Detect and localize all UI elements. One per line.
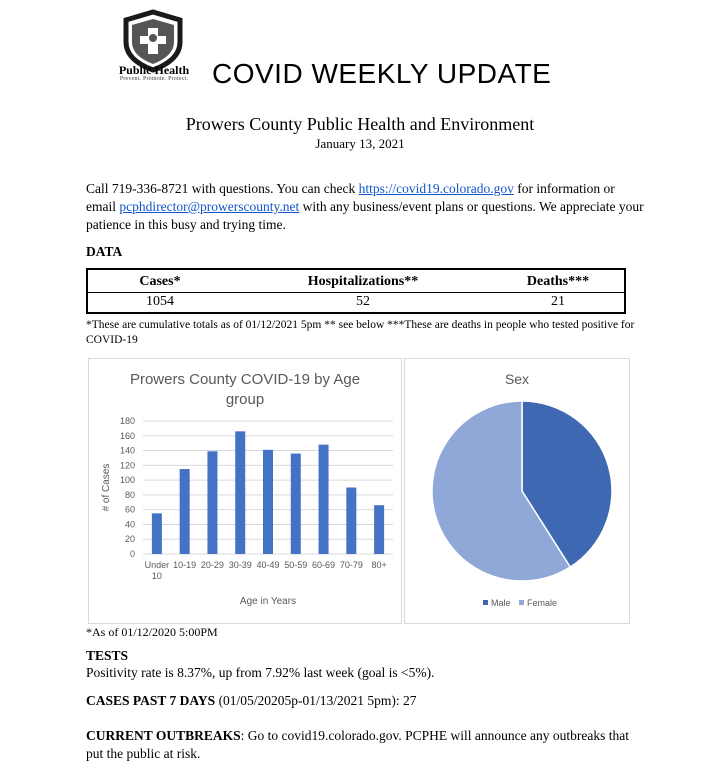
x-tick-label: 40-49 bbox=[256, 560, 280, 570]
cases-past-7-days bbox=[86, 693, 417, 709]
intro-text-3: with any business/event plans or questions. We appreciate your patience in this busy and trying time. bbox=[86, 199, 644, 232]
organization-name: Prowers County Public Health and Environment bbox=[185, 114, 535, 134]
y-tick-label: 180 bbox=[119, 416, 135, 426]
x-tick-label: 80+ bbox=[371, 560, 387, 570]
intro-text-1: Call 719-336-8721 with questions. You can check bbox=[86, 181, 359, 196]
data-heading: DATA bbox=[86, 244, 123, 259]
hospitalizations-column bbox=[268, 272, 458, 312]
legend-label-male: Male bbox=[491, 598, 511, 608]
pie-title: Sex bbox=[504, 371, 530, 387]
y-tick-label: 40 bbox=[124, 519, 135, 530]
x-tick-label: 50-59 bbox=[284, 560, 308, 570]
bar-80- bbox=[374, 505, 384, 554]
report-date: January 13, 2021 bbox=[315, 136, 405, 151]
bar-under-10 bbox=[152, 513, 162, 554]
logo-label: Public Health bbox=[118, 63, 190, 77]
x-tick-label: Under bbox=[144, 560, 170, 570]
age-chart-panel bbox=[88, 358, 402, 624]
x-axis-label: Age in Years bbox=[239, 596, 297, 607]
data-summary-table bbox=[86, 268, 626, 314]
x-tick-label: 20-29 bbox=[200, 560, 224, 570]
as-of-note: *As of 01/12/2020 5:00PM bbox=[86, 625, 218, 639]
director-email-link[interactable]: pcphdirector@prowerscounty.net bbox=[119, 199, 300, 214]
chart-title-line2: group bbox=[225, 391, 265, 408]
deaths-value: 21 bbox=[551, 294, 565, 309]
x-tick-label: 70-79 bbox=[339, 560, 363, 570]
intro-paragraph bbox=[86, 180, 646, 234]
legend-label-female: Female bbox=[527, 598, 558, 608]
outbreaks-text: : Go to covid19.colorado.gov. PCPHE will announce any outbreaks that put the public at risk. bbox=[86, 728, 629, 761]
y-tick-label: 60 bbox=[124, 504, 135, 515]
hospitalizations-label: Hospitalizations** bbox=[307, 274, 419, 289]
sex-pie-chart bbox=[405, 359, 629, 623]
cases-column bbox=[100, 272, 220, 312]
legend-swatch-male bbox=[483, 600, 488, 605]
logo-tagline: Prevent. Promote. Protect. bbox=[119, 76, 189, 82]
x-tick-label: 60-69 bbox=[312, 560, 336, 570]
y-axis-label: # of Cases bbox=[101, 463, 112, 512]
data-footnote: *These are cumulative totals as of 01/12/2021 5pm ** see below ***These are deaths in people who tested positive for COVID-19 bbox=[86, 319, 635, 346]
cases-past-label: CASES PAST 7 DAYS bbox=[86, 693, 216, 708]
y-tick-label: 160 bbox=[119, 430, 135, 441]
x-tick-label: 30-39 bbox=[228, 560, 252, 570]
bar-20-29 bbox=[207, 451, 217, 554]
y-tick-label: 20 bbox=[124, 534, 135, 545]
age-bar-chart bbox=[89, 359, 401, 623]
cases-value: 1054 bbox=[146, 294, 174, 309]
deaths-column bbox=[508, 272, 608, 312]
tests-heading: TESTS bbox=[86, 648, 129, 663]
outbreaks-label: CURRENT OUTBREAKS bbox=[86, 728, 241, 743]
bar-50-59 bbox=[291, 454, 301, 554]
bar-10-19 bbox=[180, 469, 190, 554]
bar-70-79 bbox=[346, 488, 356, 555]
hospitalizations-value: 52 bbox=[356, 294, 370, 309]
deaths-label: Deaths*** bbox=[526, 274, 590, 289]
sex-chart-panel bbox=[404, 358, 630, 624]
cases-label: Cases* bbox=[139, 274, 181, 289]
current-outbreaks bbox=[86, 727, 646, 763]
cases-past-text: (01/05/20205p-01/13/2021 5pm): 27 bbox=[215, 693, 417, 708]
chart-title: Prowers County COVID-19 by Age bbox=[129, 371, 361, 388]
x-tick-label: 10-19 bbox=[173, 560, 197, 570]
intro-text-2: for information or email bbox=[86, 181, 615, 214]
bar-60-69 bbox=[319, 445, 329, 554]
y-tick-label: 80 bbox=[124, 489, 135, 500]
y-tick-label: 140 bbox=[119, 445, 135, 456]
x-tick-label-line2: 10 bbox=[151, 571, 162, 581]
bar-40-49 bbox=[263, 450, 273, 554]
y-tick-label: 120 bbox=[119, 460, 135, 471]
covid-site-link[interactable]: https://covid19.colorado.gov bbox=[358, 181, 514, 196]
tests-text: Positivity rate is 8.37%, up from 7.92% last week (goal is <5%). bbox=[86, 665, 435, 680]
y-tick-label: 100 bbox=[119, 475, 135, 486]
bar-30-39 bbox=[235, 431, 245, 554]
legend-swatch-female bbox=[519, 600, 524, 605]
page-title: COVID WEEKLY UPDATE bbox=[212, 58, 552, 89]
y-tick-label: 0 bbox=[129, 549, 135, 559]
